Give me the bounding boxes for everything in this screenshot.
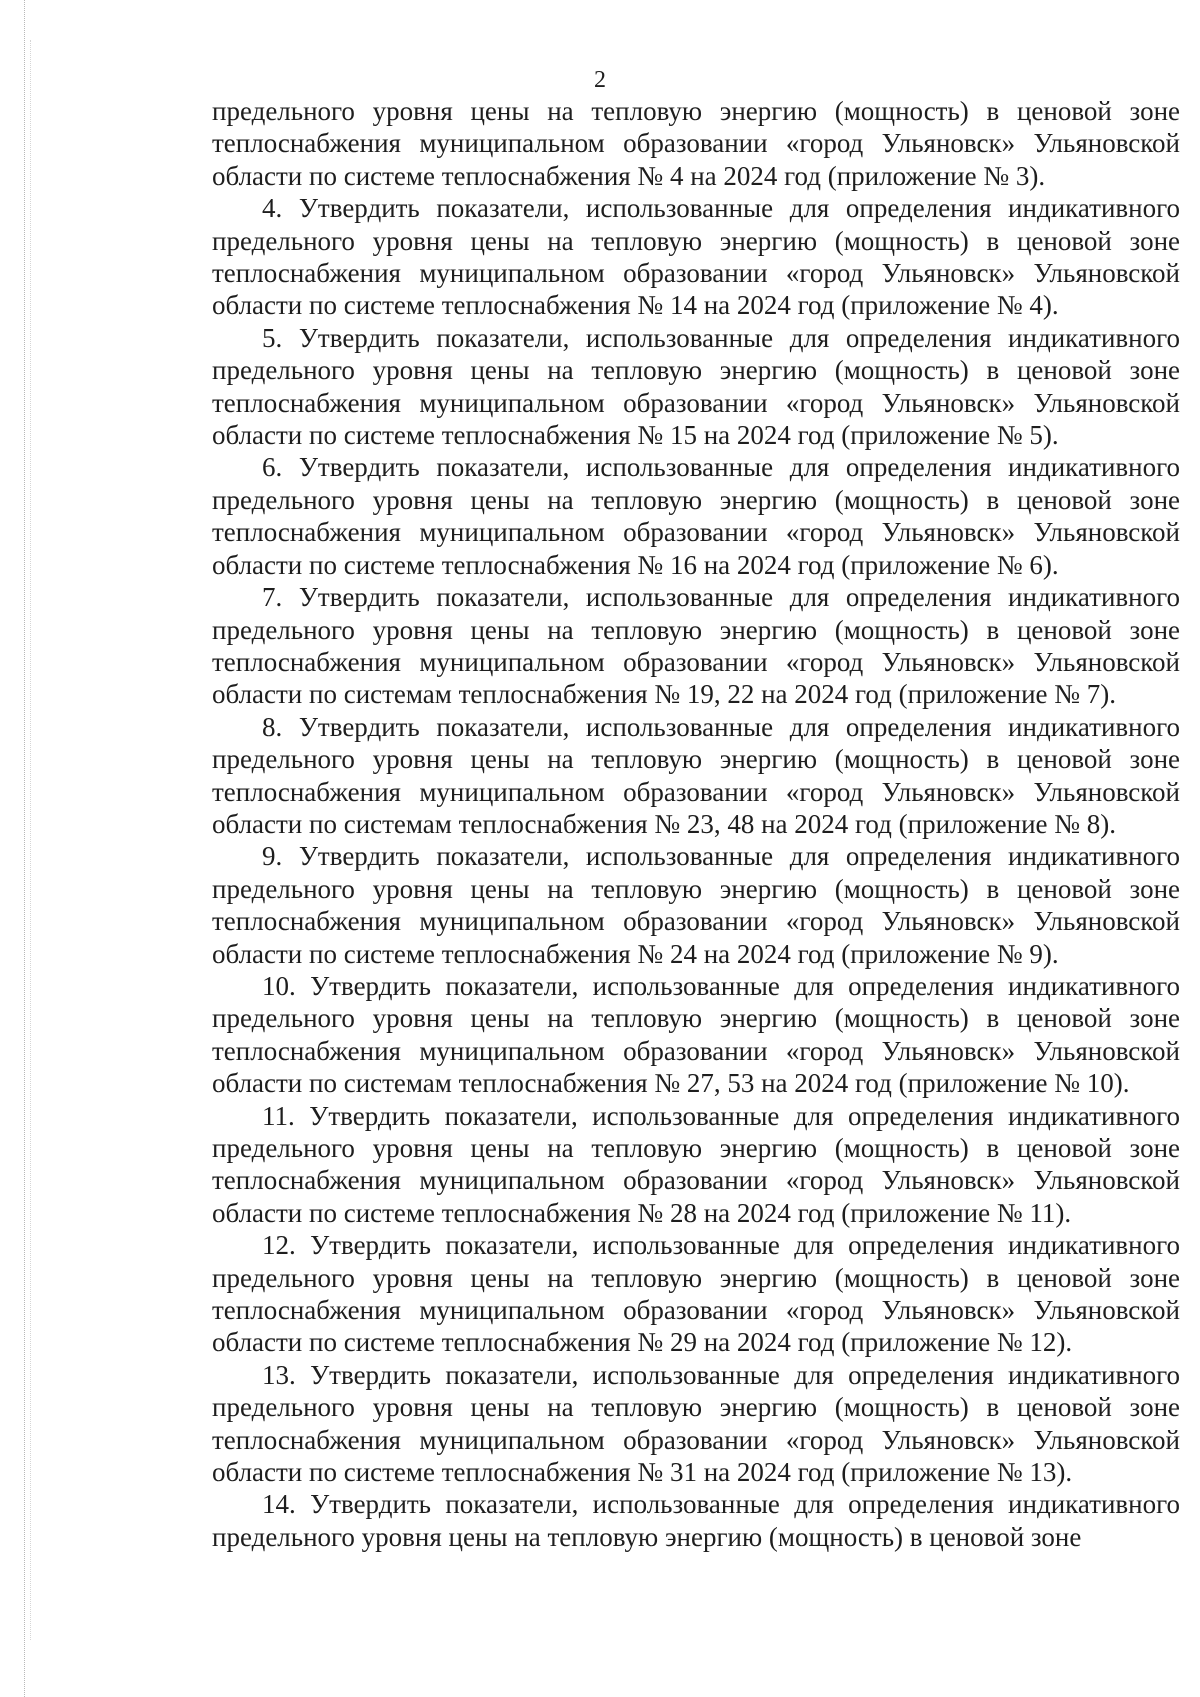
paragraph-item-12: 12. Утвердить показатели, использованные для определения индикативного предельного уровня цены на тепловую энергию (мощность) в ценовой зоне теплоснабжения муниципальном образовании «город Ульяновск» Ульяновской области по системе теплоснабжения № 29 на 2024 год (приложение № 12). [212, 1230, 1180, 1358]
paragraph-item-10: 10. Утвердить показатели, использованные для определения индикативного предельного уровня цены на тепловую энергию (мощность) в ценовой зоне теплоснабжения муниципальном образовании «город Ульяновск» Ульяновской области по системам теплоснабжения № 27, 53 на 2024 год (приложение № 10). [212, 970, 1180, 1099]
paragraph-item-7: 7. Утвердить показатели, использованные для определения индикативного предельного уровня цены на тепловую энергию (мощность) в ценовой зоне теплоснабжения муниципальном образовании «город Ульяновск» Ульяновской области по системам теплоснабжения № 19, 22 на 2024 год (приложение № 7). [212, 582, 1180, 710]
paragraph-item-14: 14. Утвердить показатели, использованные для определения индикативного предельного уровня цены на тепловую энергию (мощность) в ценовой зоне [212, 1489, 1180, 1552]
paragraph-continuation: предельного уровня цены на тепловую энергию (мощность) в ценовой зоне теплоснабжения муниципальном образовании «город Ульяновск» Ульяновской области по системе теплоснабжения № 4 на 2024 год (приложение № 3). [212, 96, 1180, 191]
scan-edge-line-inner [30, 40, 31, 1640]
paragraph-item-8: 8. Утвердить показатели, использованные для определения индикативного предельного уровня цены на тепловую энергию (мощность) в ценовой зоне теплоснабжения муниципальном образовании «город Ульяновск» Ульяновской области по системам теплоснабжения № 23, 48 на 2024 год (приложение № 8). [212, 711, 1180, 839]
paragraph-item-11: 11. Утвердить показатели, использованные для определения индикативного предельного уровня цены на тепловую энергию (мощность) в ценовой зоне теплоснабжения муниципальном образовании «город Ульяновск» Ульяновской области по системе теплоснабжения № 28 на 2024 год (приложение № 11). [212, 1100, 1180, 1228]
paragraph-item-6: 6. Утвердить показатели, использованные для определения индикативного предельного уровня цены на тепловую энергию (мощность) в ценовой зоне теплоснабжения муниципальном образовании «город Ульяновск» Ульяновской области по системе теплоснабжения № 16 на 2024 год (приложение № 6). [212, 452, 1180, 580]
document-body [212, 95, 1180, 1553]
scan-edge-line [24, 0, 25, 1697]
paragraph-item-13: 13. Утвердить показатели, использованные для определения индикативного предельного уровня цены на тепловую энергию (мощность) в ценовой зоне теплоснабжения муниципальном образовании «город Ульяновск» Ульяновской области по системе теплоснабжения № 31 на 2024 год (приложение № 13). [212, 1359, 1180, 1488]
paragraph-item-4: 4. Утвердить показатели, использованные для определения индикативного предельного уровня цены на тепловую энергию (мощность) в ценовой зоне теплоснабжения муниципальном образовании «город Ульяновск» Ульяновской области по системе теплоснабжения № 14 на 2024 год (приложение № 4). [212, 193, 1180, 321]
paragraph-item-9: 9. Утвердить показатели, использованные для определения индикативного предельного уровня цены на тепловую энергию (мощность) в ценовой зоне теплоснабжения муниципальном образовании «город Ульяновск» Ульяновской области по системе теплоснабжения № 24 на 2024 год (приложение № 9). [212, 841, 1180, 969]
page-number: 2 [594, 67, 606, 93]
paragraph-item-5: 5. Утвердить показатели, использованные для определения индикативного предельного уровня цены на тепловую энергию (мощность) в ценовой зоне теплоснабжения муниципальном образовании «город Ульяновск» Ульяновской области по системе теплоснабжения № 15 на 2024 год (приложение № 5). [212, 322, 1180, 451]
